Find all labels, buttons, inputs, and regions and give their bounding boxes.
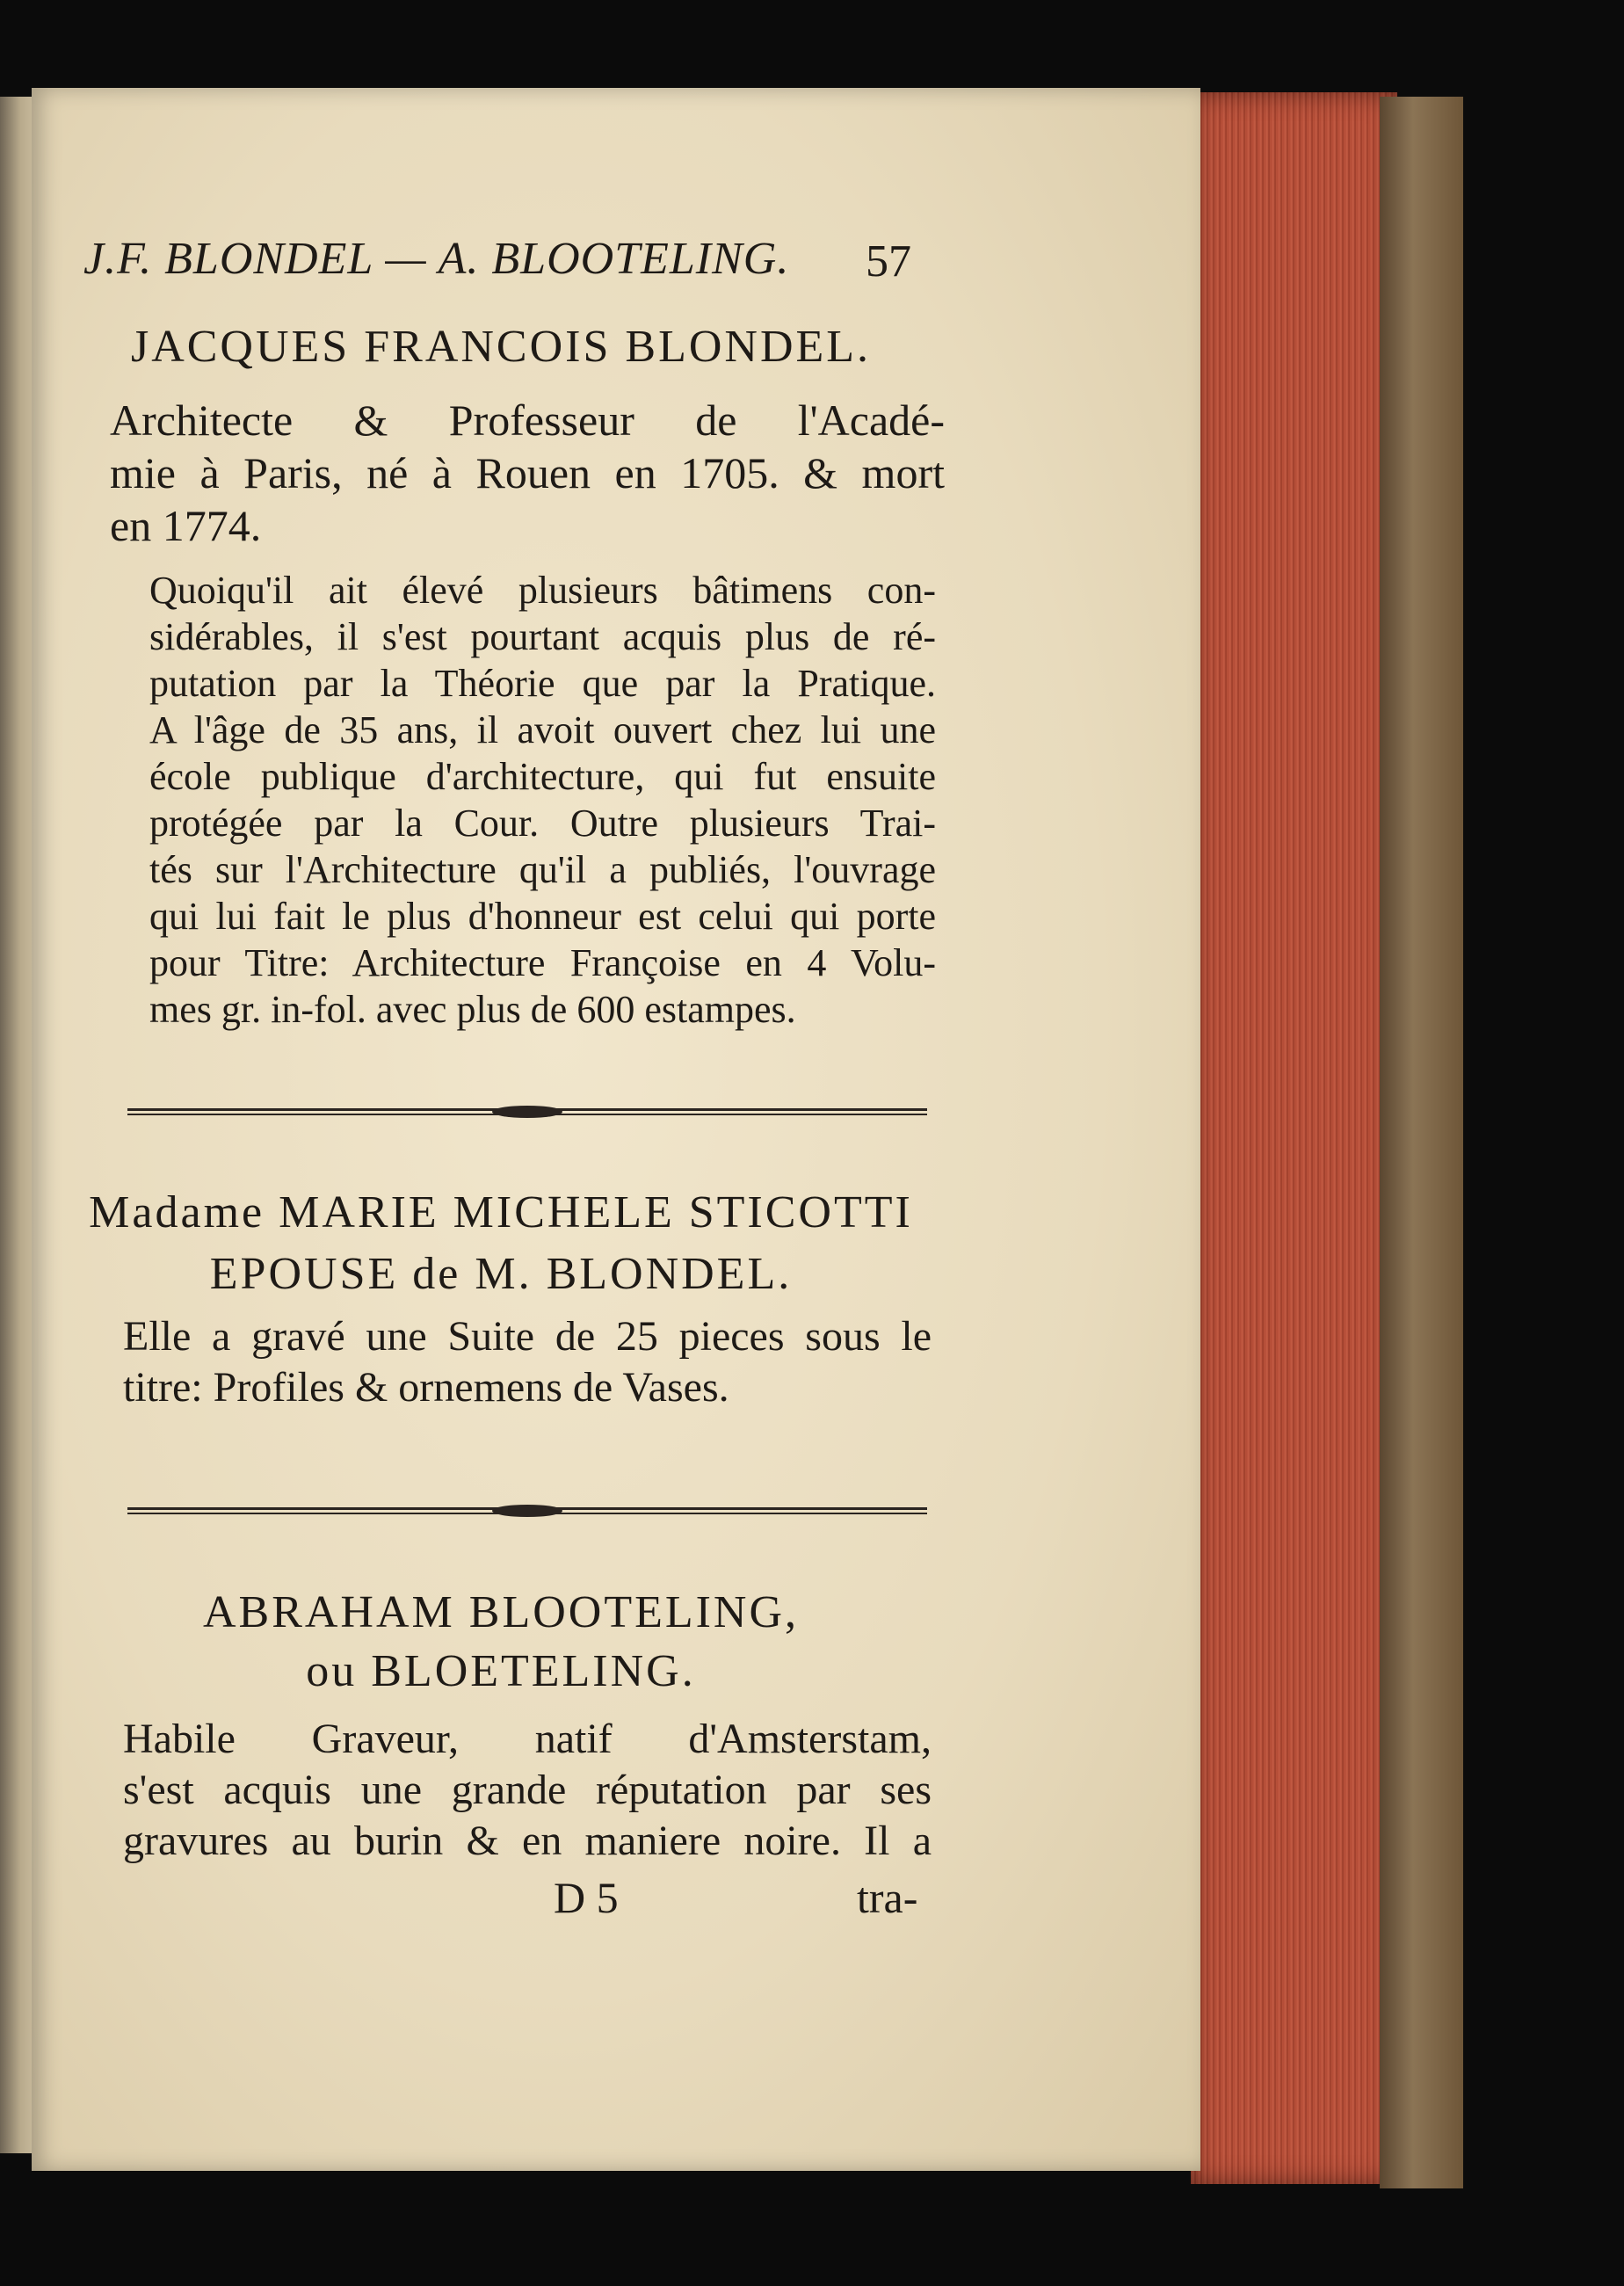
entry-subtitle-sticotti: EPOUSE de M. BLONDEL. bbox=[209, 1249, 793, 1299]
intro-line: en 1774. bbox=[110, 501, 262, 550]
body-line: titre: Profiles & ornemens de Vases. bbox=[123, 1364, 729, 1411]
body-line: qui lui fait le plus d'honneur est celui qui porte bbox=[149, 895, 936, 938]
page-number: 57 bbox=[866, 236, 911, 287]
entry-body-blondel bbox=[149, 567, 936, 1033]
body-line: s'est acquis une grande réputation par ses bbox=[123, 1767, 932, 1813]
body-line: sidérables, il s'est pourtant acquis plus de ré- bbox=[149, 615, 936, 658]
body-line: A l'âge de 35 ans, il avoit ouvert chez lui une bbox=[149, 708, 936, 751]
entry-intro-blondel bbox=[110, 394, 945, 552]
entry-subtitle-blooteling: ou BLOETELING. bbox=[306, 1646, 696, 1696]
body-line: Habile Graveur, natif d'Amsterstam, bbox=[123, 1716, 932, 1762]
book-cover-edge bbox=[1380, 97, 1463, 2188]
body-line: Elle a gravé une Suite de 25 pieces sous le bbox=[123, 1313, 932, 1360]
body-line: pour Titre: Architecture Françoise en 4 Volu- bbox=[149, 941, 936, 984]
book-fore-edge bbox=[1191, 92, 1397, 2184]
body-line: mes gr. in-fol. avec plus de 600 estampes. bbox=[149, 988, 796, 1031]
intro-line: mie à Paris, né à Rouen en 1705. & mort bbox=[110, 448, 945, 497]
intro-line: Architecte & Professeur de l'Acadé- bbox=[110, 396, 945, 445]
body-line: tés sur l'Architecture qu'il a publiés, l'ouvrage bbox=[149, 848, 936, 891]
body-line: protégée par la Cour. Outre plusieurs Trai- bbox=[149, 802, 936, 845]
running-header: J.F. BLONDEL — A. BLOOTELING. bbox=[83, 234, 790, 284]
entry-body-blooteling bbox=[123, 1714, 932, 1867]
entry-title-blooteling: ABRAHAM BLOOTELING, bbox=[202, 1587, 800, 1637]
entry-title-blondel: JACQUES FRANCOIS BLONDEL. bbox=[130, 322, 872, 372]
body-line: gravures au burin & en maniere noire. Il a bbox=[123, 1818, 932, 1864]
body-line: putation par la Théorie que par la Pratique. bbox=[149, 662, 936, 705]
entry-body-sticotti bbox=[123, 1311, 932, 1413]
catchword: tra- bbox=[857, 1873, 918, 1922]
body-line: école publique d'architecture, qui fut ensuite bbox=[149, 755, 936, 798]
signature-mark: D 5 bbox=[554, 1873, 619, 1922]
ornamental-rule bbox=[127, 1106, 927, 1118]
ornamental-rule bbox=[127, 1505, 927, 1517]
entry-title-sticotti: Madame MARIE MICHELE STICOTTI bbox=[89, 1187, 913, 1237]
body-line: Quoiqu'il ait élevé plusieurs bâtimens con- bbox=[149, 569, 936, 612]
